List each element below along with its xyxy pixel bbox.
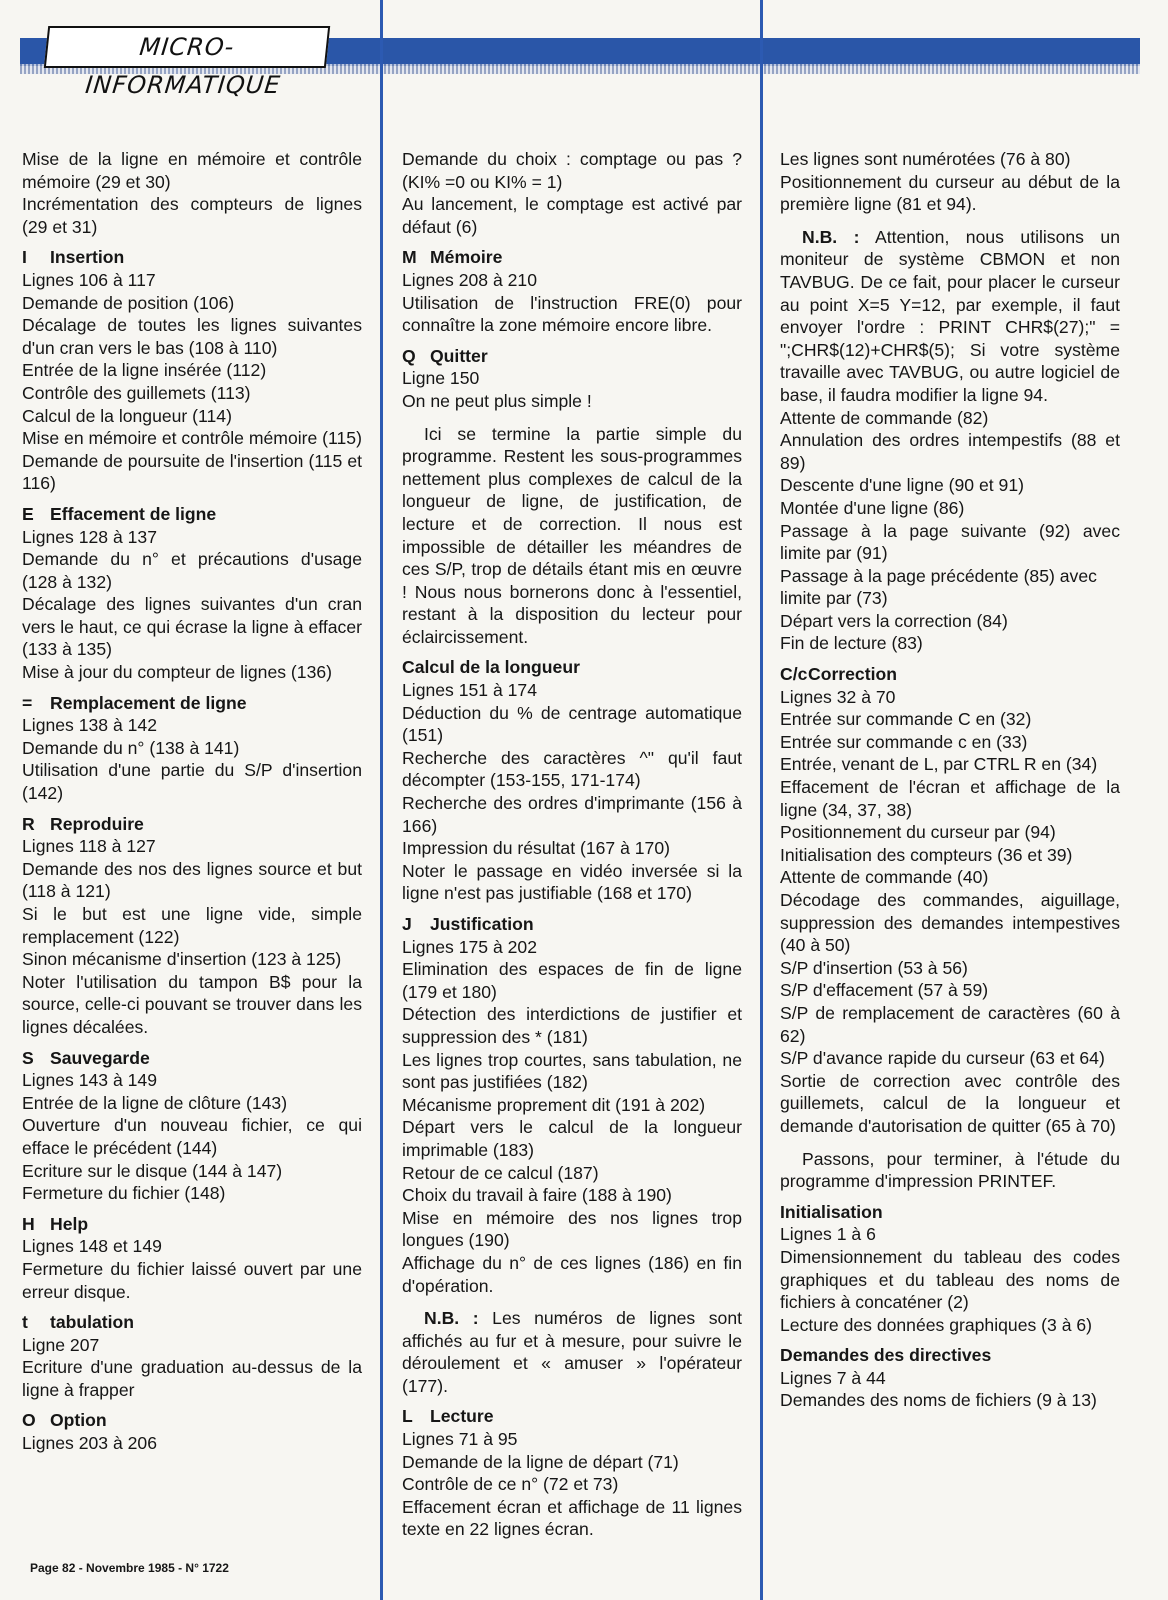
text-line: Demande des nos des lignes source et but (118 à 121) (22, 858, 362, 902)
section-heading (780, 663, 1120, 686)
section-heading (22, 1409, 362, 1432)
section-key: H (22, 1213, 35, 1234)
text-line: Ecriture sur le disque (144 à 147) (22, 1160, 283, 1181)
section-title: Correction (808, 664, 897, 685)
text-line: Attente de commande (82) (780, 407, 989, 428)
text-line: Positionnement du curseur au début de la première ligne (81 et 94). (780, 171, 1120, 215)
section-title: Lecture (430, 1406, 494, 1427)
text-line: Lignes 143 à 149 (22, 1070, 158, 1091)
section-heading (22, 1213, 362, 1236)
section-heading (22, 692, 362, 715)
text-line: Mise en mémoire et contrôle mémoire (115) (22, 428, 362, 449)
text-line: Demandes des noms de fichiers (9 à 13) (780, 1390, 1097, 1411)
text-line: Déduction du % de centrage automatique (151) (402, 702, 742, 746)
text-line: Sortie de correction avec contrôle des guillemets, calcul de la longueur et demande d'autorisation de quitter (65 à 70) (780, 1070, 1120, 1136)
text-line: Passage à la page suivante (92) avec limite par (91) (780, 520, 1120, 564)
note-label: N.B. : (802, 226, 860, 247)
text-line: Ligne 150 (402, 368, 480, 389)
text-line: S/P d'insertion (53 à 56) (780, 957, 968, 978)
text-line: Entrée de la ligne insérée (112) (22, 360, 267, 381)
text-line: Si le but est une ligne vide, simple remplacement (122) (22, 904, 362, 947)
text-line: Utilisation de l'instruction FRE(0) pour connaître la zone mémoire encore libre. (402, 292, 742, 336)
text-line: S/P de remplacement de caractères (60 à 62) (780, 1002, 1120, 1046)
text-line: Lignes 203 à 206 (22, 1433, 158, 1454)
text-line: Recherche des ordres d'imprimante (156 à 166) (402, 793, 742, 836)
section-key: S (22, 1047, 34, 1068)
section-heading (780, 1201, 1120, 1224)
column-rule-1 (380, 0, 383, 1600)
section-title: Calcul de la longueur (402, 657, 580, 678)
note-label: N.B. : (424, 1308, 479, 1329)
section-heading (402, 246, 742, 269)
text-line: Demande de position (106) (22, 292, 235, 313)
column-2 (402, 148, 742, 1541)
text-line: Montée d'une ligne (86) (780, 497, 965, 518)
text-line: Initialisation des compteurs (36 et 39) (780, 844, 1073, 865)
text-line: Lignes 208 à 210 (402, 269, 538, 290)
text-line: Entrée de la ligne de clôture (143) (22, 1092, 288, 1113)
text-line: Départ vers le calcul de la longueur imprimable (183) (402, 1117, 742, 1160)
text-line: Lignes 1 à 6 (780, 1224, 876, 1245)
section-title: Quitter (430, 345, 488, 366)
section-key: L (402, 1406, 413, 1427)
text-line: Demande de poursuite de l'insertion (115 et 116) (22, 450, 362, 494)
text-line: Les lignes sont numérotées (76 à 80) (780, 149, 1071, 169)
text-line: Entrée sur commande c en (33) (780, 731, 1028, 752)
text-line: Contrôle des guillemets (113) (22, 382, 251, 403)
section-title: Remplacement de ligne (50, 692, 247, 713)
section-key: Q (402, 345, 416, 366)
text-line: Effacement de l'écran et affichage de la ligne (34, 37, 38) (780, 777, 1120, 820)
section-title: Option (50, 1410, 107, 1431)
section-heading (402, 345, 742, 368)
text-line: S/P d'avance rapide du curseur (63 et 64) (780, 1048, 1105, 1069)
text-line: Positionnement du curseur par (94) (780, 822, 1056, 843)
text-line: Passage à la page précédente (85) avec (780, 565, 1097, 586)
text-line: Ecriture d'une graduation au-dessus de la ligne à frapper (22, 1357, 362, 1400)
text-line: Ici se termine la partie simple du programme. Restent les sous-programmes nettement plus complexes de calcul de la longueur de ligne, de justification, de lecture et de correction. Il nous est impossible de détailler les méandres de ces S/P, trop de détails étant mis en œuvre ! Nous nous bornerons donc à l'essentiel, restant à la disposition du lecteur pour éclaircissement. (402, 423, 742, 647)
section-title: Justification (430, 914, 534, 934)
text-line: Fin de lecture (83) (780, 633, 923, 654)
text-line: Elimination des espaces de fin de ligne (179 et 180) (402, 959, 742, 1002)
text-line: Noter le passage en vidéo inversée si la ligne n'est pas justifiable (168 et 170) (402, 860, 742, 904)
text-line: limite par (73) (780, 588, 888, 609)
text-line: Fermeture du fichier laissé ouvert par une erreur disque. (22, 1258, 362, 1302)
text-line: Ouverture d'un nouveau fichier, ce qui efface le précédent (144) (22, 1115, 362, 1158)
text-line: Impression du résultat (167 à 170) (402, 838, 670, 859)
text-line: Incrémentation des compteurs de lignes (29 et 31) (22, 194, 362, 237)
section-heading (22, 1311, 362, 1334)
section-heading (22, 1047, 362, 1070)
section-title: Help (50, 1213, 89, 1234)
section-title: tabulation (50, 1312, 135, 1333)
text-line: Retour de ce calcul (187) (402, 1162, 599, 1183)
text-line: Contrôle de ce n° (72 et 73) (402, 1474, 619, 1495)
text-line: Entrée, venant de L, par CTRL R en (34) (780, 754, 1098, 775)
text-line: Demande de la ligne de départ (71) (402, 1451, 679, 1472)
text-line: Demande du n° et précautions d'usage (128 à 132) (22, 549, 362, 592)
section-key: M (402, 247, 417, 268)
text-line: Attente de commande (40) (780, 867, 989, 888)
text-line: Mise en mémoire des nos lignes trop longues (190) (402, 1207, 742, 1251)
section-heading (402, 913, 742, 936)
text-line: Au lancement, le comptage est activé par défaut (6) (402, 194, 742, 237)
text-line: Lignes 138 à 142 (22, 715, 158, 736)
text-line: Lignes 7 à 44 (780, 1367, 886, 1388)
text-line: Passons, pour terminer, à l'étude du programme d'impression PRINTEF. (780, 1148, 1120, 1192)
section-heading (402, 1405, 742, 1428)
section-key: C/c (780, 664, 808, 685)
text-line: Noter l'utilisation du tampon B$ pour la source, celle-ci pouvant se trouver dans les lignes décalées. (22, 971, 362, 1037)
section-heading (22, 246, 362, 269)
text-line: Mise de la ligne en mémoire et contrôle mémoire (29 et 30) (22, 149, 362, 192)
text-line: Lignes 71 à 95 (402, 1429, 518, 1450)
text-line: On ne peut plus simple ! (402, 390, 592, 411)
text-line: Lignes 32 à 70 (780, 686, 896, 707)
text-line: Lecture des données graphiques (3 à 6) (780, 1314, 1093, 1335)
section-heading (22, 503, 362, 526)
text-line: Entrée sur commande C en (32) (780, 709, 1032, 730)
text-line: Effacement écran et affichage de 11 lignes texte en 22 lignes écran. (402, 1496, 742, 1540)
text-line: S/P d'effacement (57 à 59) (780, 980, 989, 1001)
text-line: Descente d'une ligne (90 et 91) (780, 475, 1024, 496)
text-line: Demande du n° (138 à 141) (22, 737, 240, 758)
column-rule-2 (760, 0, 763, 1600)
section-title: Effacement de ligne (50, 503, 217, 524)
column-3 (780, 148, 1120, 1412)
text-line: Lignes 128 à 137 (22, 526, 158, 547)
text-line: Choix du travail à faire (188 à 190) (402, 1185, 672, 1206)
section-key: E (22, 503, 34, 524)
text-line: Affichage du n° de ces lignes (186) en fin d'opération. (402, 1252, 742, 1296)
section-key: = (22, 692, 33, 713)
column-1 (22, 148, 362, 1455)
section-key: R (22, 813, 35, 834)
section-key: t (22, 1312, 28, 1333)
text-line: Détection des interdictions de justifier et suppression des * (181) (402, 1004, 742, 1047)
page-footer: Page 82 - Novembre 1985 - N° 1722 (30, 1561, 229, 1575)
text-line: Décalage de toutes les lignes suivantes d'un cran vers le bas (108 à 110) (22, 315, 362, 358)
section-heading (402, 656, 742, 679)
text-line: Recherche des caractères ^" qu'il faut décompter (153-155, 171-174) (402, 747, 742, 791)
text-line: Dimensionnement du tableau des codes graphiques et du tableau des noms de fichiers à concaténer (2) (780, 1246, 1120, 1313)
text-line: Lignes 118 à 127 (22, 836, 156, 857)
section-key: I (22, 247, 27, 268)
text-line: Demande du choix : comptage ou pas ? (KI% =0 ou KI% = 1) (402, 149, 742, 192)
section-heading (780, 1344, 1120, 1367)
text-line: Lignes 148 et 149 (22, 1236, 162, 1257)
text-line: Fermeture du fichier (148) (22, 1183, 226, 1204)
section-title: Demandes des directives (780, 1345, 992, 1366)
section-heading (22, 813, 362, 836)
section-title: Mémoire (430, 247, 503, 268)
note-paragraph: N.B. : Attention, nous utilisons un moniteur de système CBMON et non TAVBUG. De ce fait, pour placer le curseur au point X=5 Y=12, par exemple, il faut envoyer l'ordre : PRINT CHR$(27);" = ";CHR$(12)+CHR$(5); Si votre système travaille avec TAVBUG, ou autre logiciel de base, il faudra modifier la ligne 94. (780, 226, 1121, 405)
section-title: Insertion (50, 247, 125, 268)
text-line: Décalage des lignes suivantes d'un cran vers le haut, ce qui écrase la ligne à effacer (133 à 135) (22, 594, 362, 660)
text-line: Calcul de la longueur (114) (22, 405, 232, 426)
section-key: J (402, 914, 412, 934)
section-key: O (22, 1410, 36, 1431)
text-line: Lignes 106 à 117 (22, 269, 156, 290)
text-line: Utilisation d'une partie du S/P d'insertion (142) (22, 760, 362, 804)
section-title: Sauvegarde (50, 1047, 150, 1068)
text-line: Les lignes trop courtes, sans tabulation, ne sont pas justifiées (182) (402, 1049, 742, 1093)
section-title: Reproduire (50, 813, 144, 834)
section-title: Initialisation (780, 1201, 883, 1222)
text-line: Départ vers la correction (84) (780, 610, 1008, 631)
text-line: Lignes 175 à 202 (402, 936, 538, 957)
text-line: Annulation des ordres intempestifs (88 et 89) (780, 430, 1120, 473)
text-line: Mise à jour du compteur de lignes (136) (22, 662, 333, 683)
text-line: Mécanisme proprement dit (191 à 202) (402, 1094, 706, 1115)
text-line: Sinon mécanisme d'insertion (123 à 125) (22, 949, 342, 970)
note-paragraph: N.B. : Les numéros de lignes sont affichés au fur et à mesure, pour suivre le déroulement et « amuser » l'opérateur (177). (402, 1308, 742, 1396)
section-logo: MICRO-INFORMATIQUE (44, 26, 330, 68)
text-line: Ligne 207 (22, 1334, 100, 1355)
text-line: Lignes 151 à 174 (402, 680, 538, 701)
text-line: Décodage des commandes, aiguillage, suppression des demandes intempestives (40 à 50) (780, 890, 1120, 956)
